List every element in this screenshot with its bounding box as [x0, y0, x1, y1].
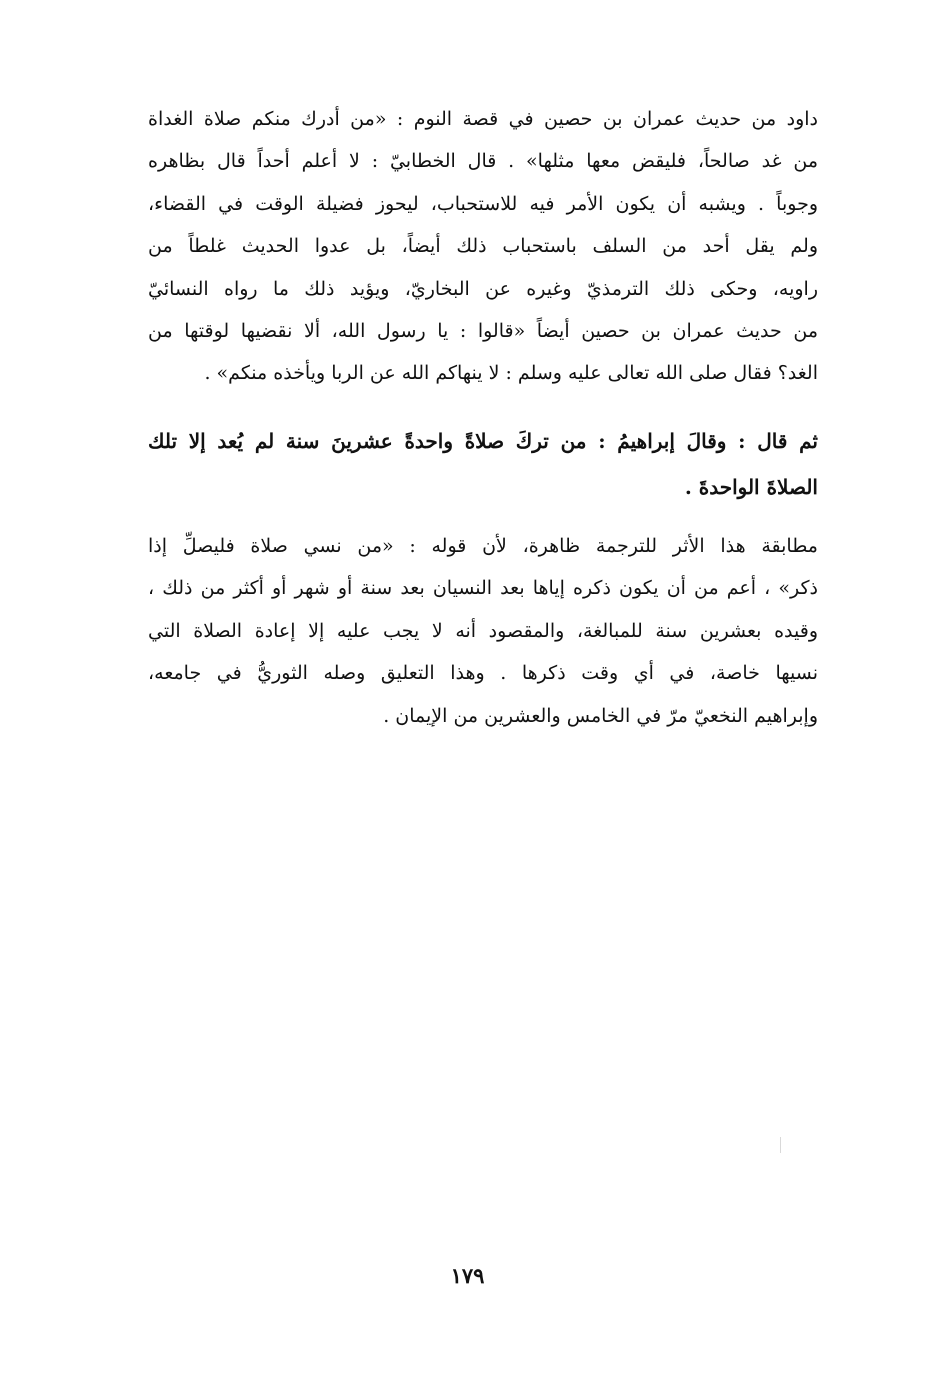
scan-mark [780, 1137, 781, 1153]
text-line: وقيده بعشرين سنة للمبالغة، والمقصود أنه لا يجب عليه إلا إعادة الصلاة التي [148, 619, 818, 642]
text-line: وإبراهيم النخعيّ مرّ في الخامس والعشرين من الإيمان . [383, 704, 818, 727]
text-line: داود من حديث عمران بن حصين في قصة النوم : «من أدرك منكم صلاة الغداة [148, 108, 818, 130]
paragraph-explanation [148, 525, 818, 737]
text-line: وجوباً . ويشبه أن يكون الأمر فيه للاستحباب، ليحوز فضيلة الوقت في القضاء، [148, 192, 818, 215]
paragraph-commentary [148, 98, 818, 395]
paragraph-hadith-text [148, 418, 818, 510]
text-line: راويه، وحكى ذلك الترمذيّ وغيره عن البخاريّ، ويؤيد ذلك ما رواه النسائيّ [148, 277, 818, 300]
page-number: ١٧٩ [450, 1263, 485, 1288]
text-line-bold: الصلاةَ الواحدةَ . [684, 475, 818, 499]
text-line-bold: ثم قال : وقالَ إبراهيمُ : من تركَ صلاةً واحدةً عشرينَ سنة لم يُعد إلا تلك [148, 429, 818, 453]
text-line: الغد؟ فقال صلى الله تعالى عليه وسلم : لا ينهاكم الله عن الربا ويأخذه منكم» . [204, 362, 818, 385]
text-line: ولم يقل أحد من السلف باستحباب ذلك أيضاً، بل عدوا الحديث غلطاً من [148, 235, 818, 258]
text-line: من غد صالحاً، فليقض معها مثلها» . قال الخطابيّ : لا أعلم أحداً قال بظاهره [148, 150, 818, 173]
text-line: مطابقة هذا الأثر للترجمة ظاهرة، لأن قوله : «من نسي صلاة فليصلِّ إذا [148, 535, 818, 557]
text-line: ذكر» ، أعم من أن يكون ذكره إياها بعد النسيان بعد سنة أو شهر أو أكثر من ذلك ، [148, 577, 818, 600]
text-line: من حديث عمران بن حصين أيضاً «قالوا : يا رسول الله، ألا نقضيها لوقتها من [148, 319, 818, 342]
text-line: نسيها خاصة، في أي وقت ذكرها . وهذا التعليق وصله الثوريُّ في جامعه، [148, 662, 818, 685]
